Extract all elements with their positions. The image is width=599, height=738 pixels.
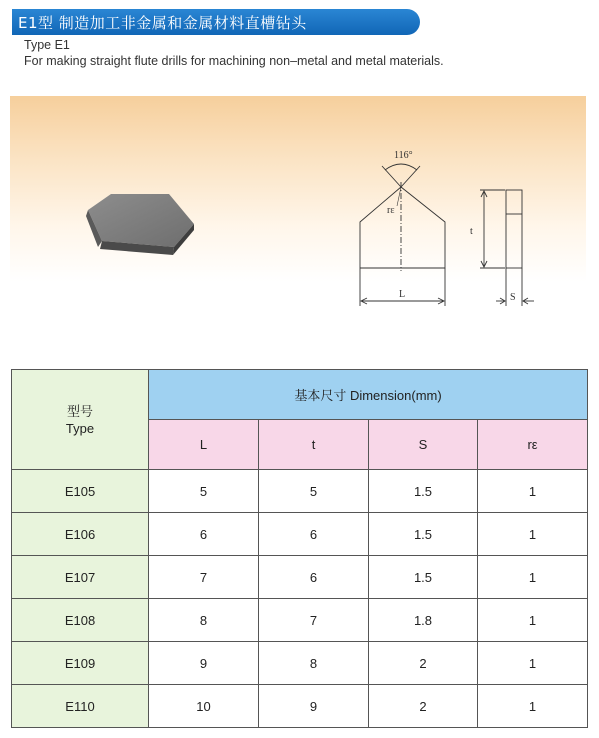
col-header-r: rε (478, 420, 588, 470)
type-header-cn: 型号 (66, 403, 93, 419)
row-type: E105 (12, 470, 149, 513)
cell-t: 9 (259, 685, 369, 728)
row-type: E106 (12, 513, 149, 556)
cell-r: 1 (478, 513, 588, 556)
table-row (12, 685, 588, 728)
cell-L: 9 (149, 642, 259, 685)
description: For making straight flute drills for machining non–metal and metal materials. (24, 54, 444, 68)
cell-L: 5 (149, 470, 259, 513)
cell-S: 1.5 (369, 513, 478, 556)
cell-S: 1.8 (369, 599, 478, 642)
table-row (12, 556, 588, 599)
dimension-table (11, 369, 588, 728)
angle-label: 116° (394, 150, 413, 161)
cell-L: 6 (149, 513, 259, 556)
table-row (12, 599, 588, 642)
cell-r: 1 (478, 556, 588, 599)
row-type: E109 (12, 642, 149, 685)
type-label: Type E1 (24, 38, 70, 52)
cell-t: 6 (259, 556, 369, 599)
cell-t: 5 (259, 470, 369, 513)
cell-t: 7 (259, 599, 369, 642)
insert-image (86, 194, 194, 255)
cell-r: 1 (478, 599, 588, 642)
cell-r: 1 (478, 642, 588, 685)
side-view (480, 190, 534, 306)
table-row (12, 642, 588, 685)
cell-r: 1 (478, 685, 588, 728)
radius-label: rε (387, 205, 395, 216)
row-type: E110 (12, 685, 149, 728)
col-header-L: L (149, 420, 259, 470)
front-view (360, 164, 445, 306)
cell-S: 2 (369, 642, 478, 685)
cell-S: 2 (369, 685, 478, 728)
cell-L: 7 (149, 556, 259, 599)
cell-r: 1 (478, 470, 588, 513)
cell-L: 8 (149, 599, 259, 642)
row-type: E108 (12, 599, 149, 642)
cell-t: 6 (259, 513, 369, 556)
side-label: S (510, 292, 516, 303)
cell-t: 8 (259, 642, 369, 685)
dimension-header: 基本尺寸 Dimension(mm) (149, 370, 588, 420)
figure-area (10, 96, 586, 303)
cell-L: 10 (149, 685, 259, 728)
type-header (12, 370, 149, 470)
drawing (10, 96, 586, 303)
title-bar (12, 9, 420, 35)
col-header-t: t (259, 420, 369, 470)
table-row (12, 513, 588, 556)
length-label: L (399, 289, 406, 300)
type-header-en: Type (65, 420, 95, 436)
cell-S: 1.5 (369, 556, 478, 599)
col-header-S: S (369, 420, 478, 470)
row-type: E107 (12, 556, 149, 599)
table-row (12, 470, 588, 513)
thickness-label: t (470, 226, 473, 237)
cell-S: 1.5 (369, 470, 478, 513)
page-title: E1型 制造加工非金属和金属材料直槽钻头 (18, 14, 307, 32)
